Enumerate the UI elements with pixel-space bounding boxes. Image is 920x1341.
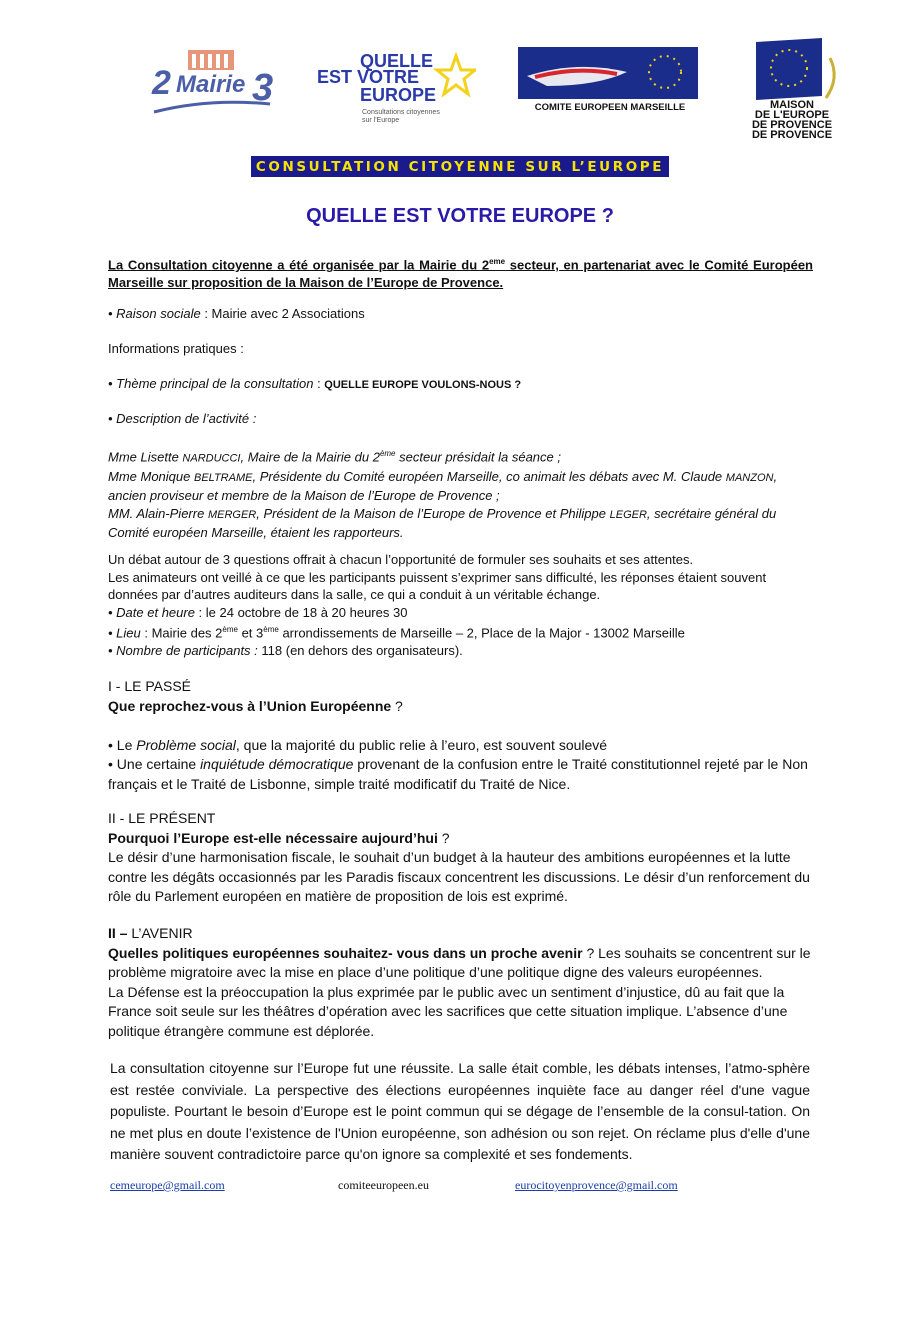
heading-prefix: II – — [108, 925, 132, 941]
mep-flag-graphic — [742, 38, 842, 100]
date-value: : le 24 octobre de 18 à 20 heures 30 — [194, 604, 408, 620]
text: Mme Lisette — [108, 449, 183, 465]
section-heading: II - LE PRÉSENT — [108, 810, 216, 826]
date-line — [108, 604, 813, 622]
superscript: ème — [379, 449, 396, 458]
section-question — [108, 697, 813, 717]
section-question — [108, 829, 813, 849]
text: • Le — [108, 736, 137, 753]
text: • Une certaine — [108, 756, 201, 772]
informations-pratiques: Informations pratiques : — [108, 341, 244, 356]
debat-line: Un débat autour de 3 questions offrait à chacun l’opportunité de formuler ses souhaits et ses attentes. — [108, 552, 694, 567]
lieu-line — [108, 621, 813, 642]
comite-europeen-marseille-logo — [517, 46, 699, 118]
participant-line — [108, 468, 813, 488]
svg-text:Consultations citoyennes: Consultations citoyennes — [362, 109, 440, 116]
intro-text: La Consultation citoyenne a été organisée par la Mairie du 2 — [108, 257, 490, 273]
section-question — [108, 944, 813, 983]
mep-line: MAISON — [770, 99, 814, 111]
section-body: Le désir d’une harmonisation fiscale, le souhait d’un budget à la hauteur des ambitions européennes et la lutte contre les dégâts occasionnés par les Paradis fiscaux concentrent les discussions. Le désir d’un renforcement du rôle du Parlement européen en matière de proposition de lois est exprimé. — [108, 849, 810, 904]
raison-label: • Raison sociale — [108, 306, 201, 321]
superscript: ème — [222, 625, 238, 634]
heading-text: L’AVENIR — [131, 925, 193, 941]
mep-line: DE L'EUROPE — [754, 109, 830, 121]
theme-sep: : — [313, 376, 325, 391]
debat-line: Les animateurs ont veillé à ce que les participants puissent s’exprimer sans difficulté, les réponses étaient souvent données par d’autres auditeurs dans la salle, ce qui a conduit à un véritable échange. — [108, 569, 767, 602]
theme-principal — [108, 375, 813, 395]
theme-label: • Thème principal de la consultation — [108, 376, 314, 391]
text: ? — [437, 829, 450, 846]
participant-line — [108, 445, 813, 468]
email-link-cem[interactable]: cemeurope@gmail.com — [110, 1178, 225, 1192]
svg-text:2: 2 — [152, 64, 171, 102]
text: arrondissements de Marseille – 2, Place de la Major - 13002 Marseille — [278, 625, 685, 641]
question-text: Que reprochez-vous à l’Union Européenne — [108, 697, 392, 714]
participant-line: ancien proviseur et membre de la Maison de l’Europe de Provence ; — [108, 488, 500, 504]
participant-line: Comité européen Marseille, étaient les rapporteurs. — [108, 525, 404, 541]
name: MERGER — [207, 508, 257, 521]
emphasis: inquiétude démocratique — [200, 756, 354, 772]
text: , Maire de la Mairie du 2 — [240, 449, 380, 465]
text: et 3 — [237, 625, 264, 641]
text: ? — [391, 697, 403, 714]
section-passe — [108, 677, 813, 794]
quelle-est-votre-europe-logo — [316, 50, 476, 128]
text: provenant de la confusion entre le Traité constitutionnel rejeté par le Non français et le Traité de Lisbonne, simple traité modificatif du Traité de Nice. — [108, 756, 808, 792]
text: , Président de la Maison de l’Europe de Provence et Philippe — [256, 505, 610, 521]
nb-label: • Nombre de participants : — [108, 642, 258, 658]
description-activite: • Description de l’activité : — [108, 411, 257, 426]
svg-text:QUELLE: QUELLE — [360, 51, 434, 71]
closing-paragraph: La consultation citoyenne sur l’Europe fut une réussite. La salle était comble, les débats intenses, l’atmo-sphère est restée conviviale. La perspective des élections européennes inquiète face au danger réel d'une vague populiste. Pourtant le besoin d’Europe est le point commun qui se dégage de l’ensemble de la consul-tation. On ne met plus en doute l’existence de l'Union européenne, son adhésion ou son rejet. On réclame plus d'elle d'une manière souvent contradictoire parce qu'on ignore sa complexité et ses fondements. — [110, 1060, 810, 1162]
intro-paragraph — [108, 253, 813, 291]
mairie-logo-graphic — [148, 46, 276, 122]
debat-block — [108, 551, 813, 659]
website-text: comiteeuropeen.eu — [338, 1178, 429, 1192]
email-link-maison[interactable]: eurocitoyenprovence@gmail.com — [515, 1178, 678, 1192]
question-text: Pourquoi l’Europe est-elle nécessaire aujourd’hui — [108, 829, 438, 846]
text: , Présidente du Comité européen Marseille, co animait les débats avec M. Claude — [252, 468, 726, 484]
text: , secrétaire général du — [646, 505, 777, 521]
bullet — [108, 736, 813, 756]
text: Mme Monique — [108, 468, 194, 484]
question-text: Quelles politiques européennes souhaitez- vous dans un proche avenir — [108, 944, 583, 961]
emphasis: Problème social — [136, 736, 236, 753]
name: NARDUCCI — [182, 452, 241, 465]
section-avenir — [108, 924, 813, 1041]
section-present — [108, 809, 813, 907]
section-heading: I - LE PASSÉ — [108, 678, 191, 694]
text: MM. Alain-Pierre — [108, 505, 208, 521]
svg-text:Mairie: Mairie — [176, 71, 246, 98]
text: secteur présidait la séance ; — [395, 449, 561, 465]
bullet — [108, 755, 813, 794]
text: ? Les souhaits se concentrent sur le problème migratoire avec la mise en place d’une politique d’une politique digne des valeurs européennes. — [108, 944, 811, 980]
mairie-logo — [148, 46, 276, 122]
page-title: QUELLE EST VOTRE EUROPE ? — [306, 205, 614, 227]
intro-text: secteur, en partenariat avec le Comité Européen Marseille sur proposition de la Maison de l’Europe de Provence. — [108, 257, 813, 290]
mep-caption — [742, 100, 842, 140]
svg-text:EUROPE: EUROPE — [360, 85, 437, 105]
quelle-logo-graphic — [316, 50, 476, 128]
text: , que la majorité du public relie à l’euro, est souvent soulevé — [235, 736, 608, 753]
svg-text:sur l'Europe: sur l'Europe — [362, 117, 400, 124]
raison-sociale — [108, 305, 813, 323]
consultation-banner: CONSULTATION CITOYENNE SUR L’EUROPE — [251, 156, 669, 177]
superscript: ème — [263, 625, 279, 634]
text: : Mairie des 2 — [140, 625, 223, 641]
nb-value: 118 (en dehors des organisateurs). — [257, 642, 463, 658]
date-label: • Date et heure — [108, 604, 195, 620]
text: , — [773, 468, 778, 484]
spacer — [108, 716, 813, 736]
mep-line: DE PROVENCE — [751, 119, 833, 131]
section-body: La Défense est la préoccupation la plus exprimée par le public avec un sentiment d’injustice, dû au fait que la France soit seule sur les théâtres d’opération avec les sacrifices que cette situation implique. L’absence d’une politique étrangère commune est déplorée. — [108, 983, 788, 1039]
raison-value: : Mairie avec 2 Associations — [200, 306, 365, 321]
participants-count-line — [108, 642, 813, 660]
lieu-label: • Lieu — [108, 625, 141, 641]
name: LEGER — [609, 508, 647, 521]
cem-caption: COMITE EUROPEEN MARSEILLE — [534, 102, 686, 113]
svg-text:3: 3 — [252, 67, 274, 109]
superscript: eme — [489, 257, 506, 266]
name: BELTRAME — [193, 471, 253, 484]
maison-europe-provence-logo — [742, 38, 842, 144]
participant-line — [108, 505, 813, 525]
svg-text:EST VOTRE: EST VOTRE — [317, 67, 420, 87]
section-heading — [108, 924, 813, 944]
theme-value: QUELLE EUROPE VOULONS-NOUS ? — [324, 379, 522, 391]
participants-block — [108, 445, 813, 542]
name: MANZON — [725, 471, 774, 484]
mep-line: DE PROVENCE — [751, 129, 833, 141]
